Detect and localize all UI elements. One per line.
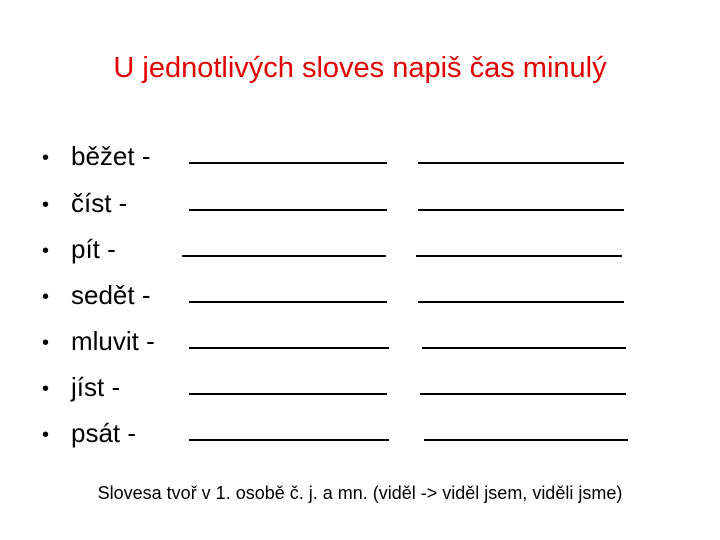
verb-label: pít - [71,234,116,264]
answer-blank-plural [418,209,624,211]
verb-row [0,323,720,363]
bullet: • [42,147,50,169]
verb-row [0,231,720,271]
instructions-note: Slovesa tvoř v 1. osobě č. j. a mn. (viděl -> viděl jsem, viděli jsme) [97,483,623,503]
verb-row [0,415,720,455]
verb-label: sedět - [71,280,151,310]
answer-blank-singular [189,209,387,211]
answer-blank-singular [189,301,387,303]
bullet: • [42,424,50,446]
answer-blank-singular [189,439,389,441]
bullet: • [42,286,50,308]
answer-blank-plural [416,255,622,257]
verb-row [0,138,720,178]
verb-label: jíst - [71,372,121,402]
verb-label: běžet - [71,141,151,171]
verb-row [0,185,720,225]
answer-blank-plural [418,162,624,164]
verb-label: psát - [71,418,137,448]
bullet: • [42,332,50,354]
answer-blank-singular [189,162,387,164]
answer-blank-plural [422,347,626,349]
bullet: • [42,240,50,262]
answer-blank-singular [182,255,386,257]
answer-blank-plural [424,439,628,441]
verb-label: číst - [71,188,128,218]
answer-blank-singular [189,393,387,395]
bullet: • [42,194,50,216]
bullet: • [42,378,50,400]
verb-row [0,277,720,317]
answer-blank-singular [189,347,389,349]
verb-row [0,369,720,409]
answer-blank-plural [418,301,624,303]
verb-label: mluvit - [71,326,155,356]
worksheet-title: U jednotlivých sloves napiš čas minulý [113,52,607,84]
answer-blank-plural [420,393,626,395]
